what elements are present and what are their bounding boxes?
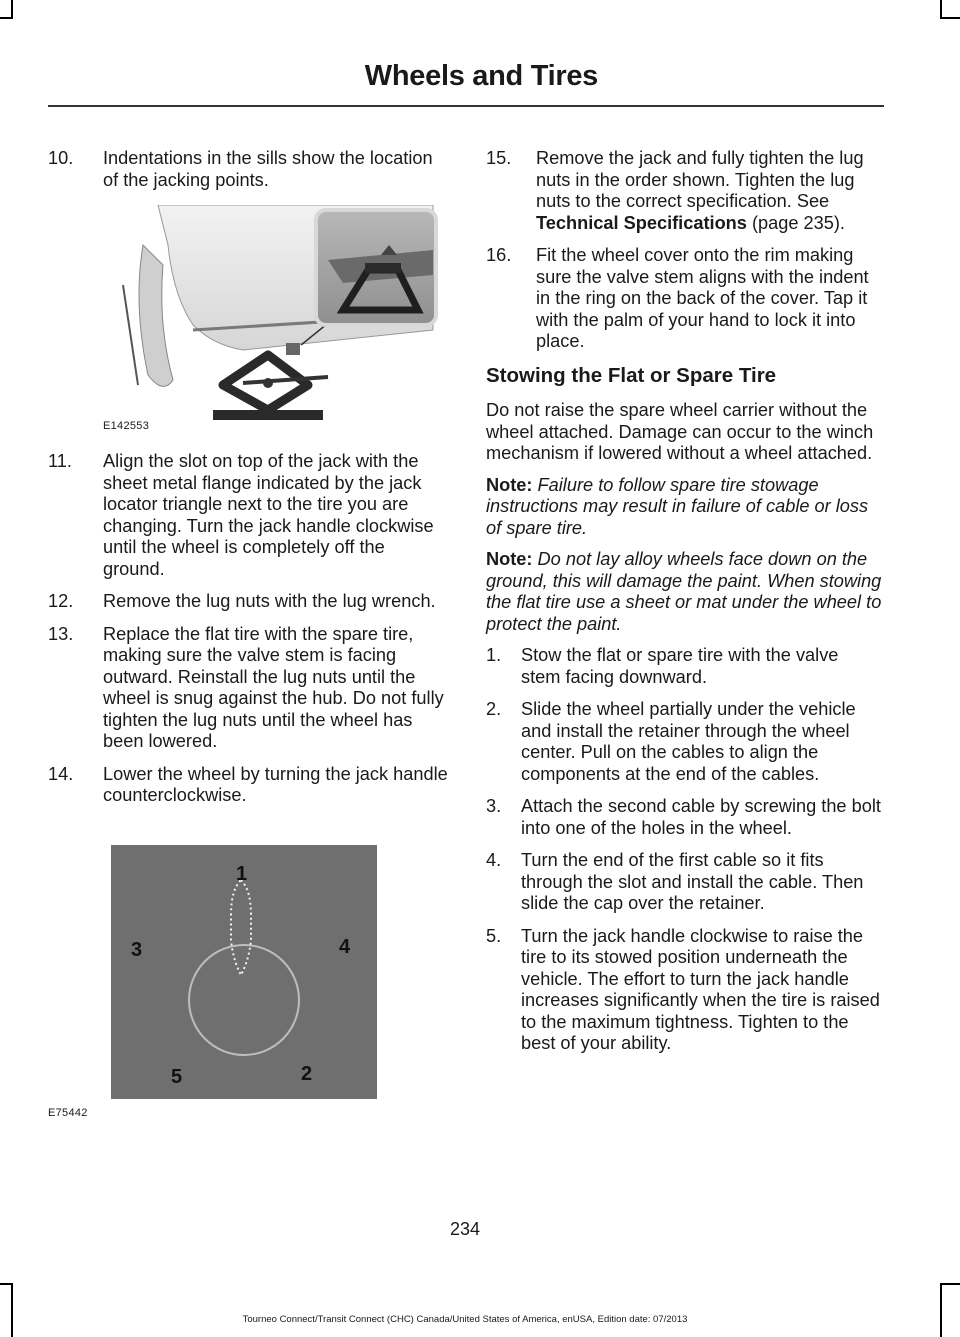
step-number: 2.: [486, 699, 502, 719]
step-text-before: Remove the jack and fully tighten the lug nuts in the order shown. Tighten the lug nuts to the correct specification. See: [536, 148, 864, 211]
step-13: [48, 624, 448, 753]
figure-code: E142553: [103, 419, 150, 432]
jack-under-vehicle-illustration: [103, 205, 438, 437]
step-text-after: (page 235).: [746, 212, 845, 233]
note-text: Failure to follow spare tire stowage instructions may result in failure of cable or loss of spare tire.: [486, 474, 869, 538]
note-2: [486, 549, 882, 635]
section-heading: Stowing the Flat or Spare Tire: [486, 363, 777, 387]
step-text: Indentations in the sills show the location of the jacking points.: [103, 148, 433, 190]
step-number: 13.: [48, 623, 74, 644]
step-text: Turn the end of the first cable so it fits through the slot and install the cable. Then slide the cap over the retainer.: [521, 850, 864, 913]
lug-nut-order-figure: [48, 845, 381, 1125]
step-number: 3.: [486, 796, 502, 816]
lug-nut-tightening-order-diagram: [111, 845, 381, 1125]
lug-label-5: 5: [171, 1065, 183, 1088]
step-text: Lower the wheel by turning the jack handle counterclockwise.: [103, 763, 448, 805]
step-text: Stow the flat or spare tire with the valve stem facing downward.: [521, 645, 839, 687]
technical-specifications-link[interactable]: Technical Specifications: [536, 212, 747, 233]
crop-mark-top-right-h: [940, 17, 960, 19]
step-number: 14.: [48, 763, 74, 784]
step-11: [48, 451, 448, 580]
step-number: 15.: [486, 148, 512, 168]
step-text: Replace the flat tire with the spare tire, making sure the valve stem is facing outward. Reinstall the lug nuts until the wheel is snug against the hub. Do not fully tighten the lug nuts until the wheel has been lowered.: [103, 623, 444, 751]
stow-step-4: [486, 850, 882, 915]
step-15: [486, 148, 882, 234]
page-number: 234: [449, 1219, 481, 1239]
step-16: [486, 245, 882, 353]
page-title: Wheels and Tires: [364, 60, 598, 92]
right-column: [486, 148, 882, 1066]
note-label: Note:: [486, 474, 533, 495]
lug-label-2: 2: [301, 1062, 313, 1085]
step-number: 12.: [48, 591, 74, 611]
step-text: Fit the wheel cover onto the rim making sure the valve stem aligns with the indent in the ring on the back of the cover. Tap it with the palm of your hand to lock it into place.: [536, 245, 869, 351]
crop-mark-top-right-v: [940, 0, 942, 18]
crop-mark-bottom-right-v: [940, 1283, 942, 1337]
step-text: [536, 148, 882, 234]
step-number: 10.: [48, 148, 74, 168]
note-1: [486, 475, 882, 540]
lug-label-3: 3: [131, 938, 143, 961]
step-10: [48, 148, 448, 191]
step-14: [48, 764, 448, 807]
step-number: 5.: [486, 925, 502, 946]
footer-text: Tourneo Connect/Transit Connect (CHC) Canada/United States of America, enUSA, Edition date: 07/2013: [242, 1314, 688, 1325]
step-number: 1.: [486, 645, 502, 665]
crop-mark-top-left-v: [11, 0, 13, 18]
crop-mark-bottom-left-h: [0, 1283, 13, 1285]
note-text: Do not lay alloy wheels face down on the ground, this will damage the paint. When stowing the flat tire use a sheet or mat under the wheel to protect the paint.: [486, 549, 882, 634]
step-number: 16.: [486, 245, 512, 265]
crop-mark-bottom-right-h: [940, 1283, 960, 1285]
stow-step-1: [486, 645, 882, 688]
left-column: [48, 148, 448, 1125]
lug-label-1: 1: [236, 862, 248, 885]
step-number: 11.: [48, 451, 72, 471]
stow-step-3: [486, 796, 882, 839]
jacking-point-figure: [103, 205, 438, 437]
figure-code: E75442: [48, 1107, 88, 1119]
stow-step-5: [486, 926, 882, 1055]
crop-mark-bottom-left-v: [11, 1283, 13, 1337]
step-number: 4.: [486, 850, 502, 870]
intro-paragraph: Do not raise the spare wheel carrier without the wheel attached. Damage can occur to the winch mechanism if lowered without a wheel attached.: [486, 400, 874, 463]
crop-mark-top-left-h: [0, 17, 13, 19]
step-text: Attach the second cable by screwing the bolt into one of the holes in the wheel.: [521, 796, 881, 838]
stow-step-2: [486, 699, 882, 785]
step-12: [48, 591, 448, 613]
step-text: Remove the lug nuts with the lug wrench.: [103, 591, 436, 611]
step-text: Slide the wheel partially under the vehicle and install the retainer through the wheel center. Pull on the cables to align the components at the end of the cables.: [521, 699, 856, 784]
step-text: Align the slot on top of the jack with the sheet metal flange indicated by the jack locator triangle next to the tire you are changing. Turn the jack handle clockwise until the wheel is completely off the ground.: [103, 451, 434, 579]
step-text: Turn the jack handle clockwise to raise the tire to its stowed position underneath the vehicle. The effort to turn the jack handle increases significantly when the tire is raised to the maximum tightness. Tighten to the best of your ability.: [521, 925, 880, 1053]
header-rule: [48, 105, 884, 107]
note-label: Note:: [486, 549, 533, 569]
lug-label-4: 4: [339, 935, 351, 958]
